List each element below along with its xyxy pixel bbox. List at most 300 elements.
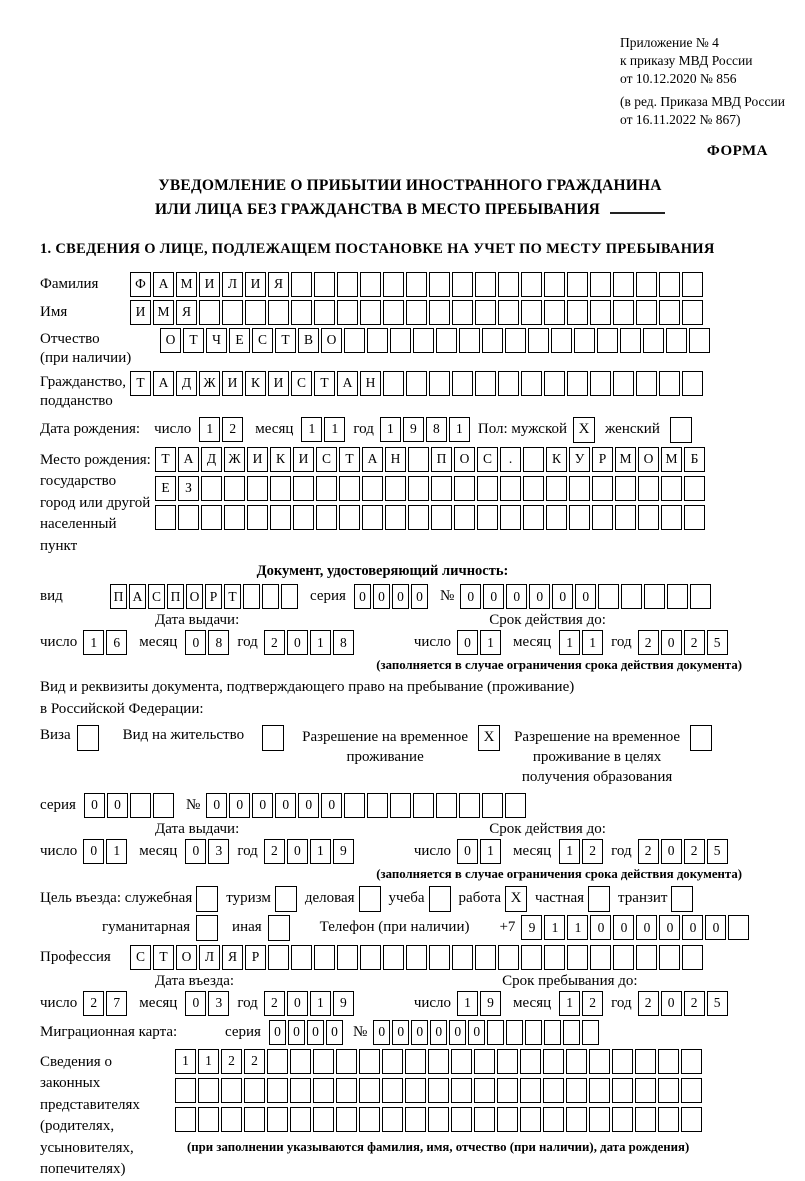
char-cell[interactable] <box>293 505 314 530</box>
char-cell[interactable] <box>408 447 429 472</box>
char-cell[interactable] <box>497 1107 518 1132</box>
char-cell[interactable] <box>544 1020 561 1045</box>
char-cell[interactable] <box>313 1107 334 1132</box>
char-cell[interactable]: Ф <box>130 272 151 297</box>
char-cell[interactable] <box>367 328 388 353</box>
char-cell[interactable]: 0 <box>229 793 250 818</box>
char-cell[interactable] <box>155 505 176 530</box>
char-cell[interactable]: 0 <box>373 584 390 609</box>
char-cell[interactable]: В <box>298 328 319 353</box>
char-cell[interactable]: 1 <box>480 630 501 655</box>
char-cell[interactable] <box>221 1078 242 1103</box>
char-cell[interactable] <box>544 272 565 297</box>
char-cell[interactable] <box>431 476 452 501</box>
residence-permit-checkbox[interactable] <box>262 725 284 751</box>
residence-issue-day-cells[interactable] <box>83 839 129 864</box>
char-cell[interactable]: С <box>291 371 312 396</box>
char-cell[interactable]: 0 <box>269 1020 286 1045</box>
char-cell[interactable]: И <box>130 300 151 325</box>
char-cell[interactable]: 1 <box>559 839 580 864</box>
char-cell[interactable]: 5 <box>707 991 728 1016</box>
char-cell[interactable] <box>314 945 335 970</box>
char-cell[interactable]: 1 <box>199 417 220 442</box>
char-cell[interactable] <box>268 945 289 970</box>
char-cell[interactable] <box>390 793 411 818</box>
char-cell[interactable] <box>452 945 473 970</box>
char-cell[interactable] <box>638 476 659 501</box>
char-cell[interactable] <box>523 505 544 530</box>
char-cell[interactable]: 8 <box>208 630 229 655</box>
char-cell[interactable] <box>247 476 268 501</box>
char-cell[interactable] <box>598 584 619 609</box>
char-cell[interactable] <box>592 476 613 501</box>
char-cell[interactable] <box>290 1049 311 1074</box>
char-cell[interactable]: Л <box>222 272 243 297</box>
char-cell[interactable]: М <box>176 272 197 297</box>
char-cell[interactable]: И <box>268 371 289 396</box>
char-cell[interactable]: 2 <box>222 417 243 442</box>
char-cell[interactable] <box>290 1107 311 1132</box>
valid-month-cells[interactable] <box>559 630 605 655</box>
issue-month-cells[interactable] <box>185 630 231 655</box>
char-cell[interactable] <box>636 272 657 297</box>
char-cell[interactable] <box>569 505 590 530</box>
char-cell[interactable]: 2 <box>264 630 285 655</box>
char-cell[interactable] <box>659 272 680 297</box>
char-cell[interactable]: 5 <box>707 630 728 655</box>
char-cell[interactable] <box>612 1078 633 1103</box>
char-cell[interactable] <box>661 505 682 530</box>
char-cell[interactable] <box>612 1107 633 1132</box>
purpose-official-checkbox[interactable] <box>196 886 218 912</box>
purpose-study-checkbox[interactable] <box>429 886 451 912</box>
char-cell[interactable] <box>406 300 427 325</box>
char-cell[interactable] <box>359 1107 380 1132</box>
char-cell[interactable] <box>244 1078 265 1103</box>
char-cell[interactable] <box>477 505 498 530</box>
char-cell[interactable]: 2 <box>638 839 659 864</box>
char-cell[interactable] <box>436 328 457 353</box>
char-cell[interactable] <box>221 1107 242 1132</box>
char-cell[interactable]: 2 <box>264 839 285 864</box>
residence-valid-month-cells[interactable] <box>559 839 605 864</box>
char-cell[interactable]: 1 <box>106 839 127 864</box>
char-cell[interactable]: 2 <box>244 1049 265 1074</box>
char-cell[interactable] <box>270 476 291 501</box>
char-cell[interactable] <box>474 1107 495 1132</box>
char-cell[interactable] <box>482 793 503 818</box>
char-cell[interactable] <box>621 584 642 609</box>
char-cell[interactable]: 1 <box>559 991 580 1016</box>
representatives-cells-3[interactable] <box>175 1107 704 1132</box>
char-cell[interactable] <box>408 476 429 501</box>
char-cell[interactable] <box>658 1049 679 1074</box>
char-cell[interactable] <box>689 328 710 353</box>
char-cell[interactable]: 0 <box>185 630 206 655</box>
char-cell[interactable] <box>408 505 429 530</box>
char-cell[interactable]: 0 <box>636 915 657 940</box>
char-cell[interactable]: 2 <box>582 839 603 864</box>
char-cell[interactable] <box>428 1107 449 1132</box>
char-cell[interactable] <box>681 1049 702 1074</box>
char-cell[interactable] <box>406 272 427 297</box>
char-cell[interactable]: П <box>110 584 127 609</box>
valid-year-cells[interactable] <box>638 630 730 655</box>
char-cell[interactable] <box>247 505 268 530</box>
char-cell[interactable]: К <box>546 447 567 472</box>
representatives-cells-1[interactable] <box>175 1049 704 1074</box>
char-cell[interactable] <box>291 300 312 325</box>
char-cell[interactable]: 5 <box>707 839 728 864</box>
char-cell[interactable] <box>337 300 358 325</box>
char-cell[interactable]: Е <box>229 328 250 353</box>
char-cell[interactable] <box>336 1107 357 1132</box>
char-cell[interactable] <box>498 272 519 297</box>
char-cell[interactable] <box>544 945 565 970</box>
char-cell[interactable] <box>498 945 519 970</box>
char-cell[interactable]: 1 <box>310 630 331 655</box>
char-cell[interactable]: 1 <box>449 417 470 442</box>
char-cell[interactable] <box>613 272 634 297</box>
char-cell[interactable] <box>290 1078 311 1103</box>
char-cell[interactable] <box>360 300 381 325</box>
birth-place-cells-1[interactable] <box>155 447 707 472</box>
char-cell[interactable] <box>521 371 542 396</box>
char-cell[interactable]: О <box>186 584 203 609</box>
char-cell[interactable] <box>382 1078 403 1103</box>
char-cell[interactable] <box>224 476 245 501</box>
purpose-tourism-checkbox[interactable] <box>275 886 297 912</box>
char-cell[interactable] <box>153 793 174 818</box>
char-cell[interactable] <box>413 328 434 353</box>
char-cell[interactable]: Ч <box>206 328 227 353</box>
char-cell[interactable] <box>681 1107 702 1132</box>
char-cell[interactable]: 2 <box>684 839 705 864</box>
char-cell[interactable]: 0 <box>659 915 680 940</box>
char-cell[interactable] <box>383 945 404 970</box>
char-cell[interactable]: Ж <box>224 447 245 472</box>
char-cell[interactable] <box>682 272 703 297</box>
char-cell[interactable]: 2 <box>684 991 705 1016</box>
char-cell[interactable] <box>682 371 703 396</box>
citizenship-cells[interactable] <box>130 371 705 396</box>
char-cell[interactable] <box>635 1049 656 1074</box>
char-cell[interactable]: А <box>129 584 146 609</box>
char-cell[interactable] <box>267 1049 288 1074</box>
char-cell[interactable]: У <box>569 447 590 472</box>
char-cell[interactable]: Т <box>224 584 241 609</box>
char-cell[interactable] <box>291 945 312 970</box>
char-cell[interactable] <box>454 476 475 501</box>
char-cell[interactable] <box>428 1049 449 1074</box>
stay-month-cells[interactable] <box>559 991 605 1016</box>
char-cell[interactable]: 0 <box>107 793 128 818</box>
char-cell[interactable]: А <box>178 447 199 472</box>
char-cell[interactable]: И <box>222 371 243 396</box>
char-cell[interactable]: А <box>362 447 383 472</box>
char-cell[interactable] <box>130 793 151 818</box>
char-cell[interactable]: 1 <box>301 417 322 442</box>
char-cell[interactable] <box>681 1078 702 1103</box>
char-cell[interactable]: 0 <box>411 1020 428 1045</box>
char-cell[interactable] <box>666 328 687 353</box>
char-cell[interactable]: 0 <box>373 1020 390 1045</box>
char-cell[interactable]: 0 <box>185 839 206 864</box>
char-cell[interactable] <box>268 300 289 325</box>
char-cell[interactable]: 0 <box>411 584 428 609</box>
char-cell[interactable]: 0 <box>590 915 611 940</box>
char-cell[interactable] <box>198 1107 219 1132</box>
char-cell[interactable] <box>497 1049 518 1074</box>
char-cell[interactable]: 8 <box>333 630 354 655</box>
char-cell[interactable] <box>199 300 220 325</box>
char-cell[interactable] <box>520 1049 541 1074</box>
char-cell[interactable] <box>521 945 542 970</box>
char-cell[interactable]: 0 <box>206 793 227 818</box>
female-checkbox[interactable] <box>670 417 692 443</box>
char-cell[interactable] <box>658 1107 679 1132</box>
char-cell[interactable] <box>313 1049 334 1074</box>
char-cell[interactable] <box>474 1049 495 1074</box>
patronymic-cells[interactable] <box>160 328 712 353</box>
char-cell[interactable] <box>636 945 657 970</box>
char-cell[interactable] <box>451 1107 472 1132</box>
char-cell[interactable] <box>362 476 383 501</box>
char-cell[interactable] <box>500 505 521 530</box>
char-cell[interactable]: Р <box>245 945 266 970</box>
char-cell[interactable] <box>291 272 312 297</box>
char-cell[interactable] <box>551 328 572 353</box>
doc-series-cells[interactable] <box>354 584 430 609</box>
issue-day-cells[interactable] <box>83 630 129 655</box>
residence-issue-year-cells[interactable] <box>264 839 356 864</box>
char-cell[interactable]: 2 <box>638 630 659 655</box>
char-cell[interactable] <box>359 1078 380 1103</box>
phone-cells[interactable] <box>521 915 751 940</box>
char-cell[interactable] <box>475 945 496 970</box>
char-cell[interactable]: Д <box>201 447 222 472</box>
birth-day-cells[interactable] <box>199 417 245 442</box>
char-cell[interactable]: 3 <box>208 991 229 1016</box>
purpose-other-checkbox[interactable] <box>268 915 290 941</box>
representatives-cells-2[interactable] <box>175 1078 704 1103</box>
char-cell[interactable] <box>590 272 611 297</box>
char-cell[interactable] <box>367 793 388 818</box>
char-cell[interactable]: 0 <box>460 584 481 609</box>
char-cell[interactable]: 1 <box>198 1049 219 1074</box>
char-cell[interactable]: Я <box>268 272 289 297</box>
char-cell[interactable] <box>543 1078 564 1103</box>
char-cell[interactable] <box>487 1020 504 1045</box>
char-cell[interactable]: Я <box>176 300 197 325</box>
entry-day-cells[interactable] <box>83 991 129 1016</box>
edu-permit-checkbox[interactable] <box>690 725 712 751</box>
char-cell[interactable]: 1 <box>310 839 331 864</box>
valid-day-cells[interactable] <box>457 630 503 655</box>
char-cell[interactable]: 3 <box>208 839 229 864</box>
char-cell[interactable] <box>658 1078 679 1103</box>
char-cell[interactable] <box>382 1049 403 1074</box>
char-cell[interactable]: И <box>247 447 268 472</box>
char-cell[interactable] <box>563 1020 580 1045</box>
char-cell[interactable] <box>544 300 565 325</box>
char-cell[interactable]: 9 <box>403 417 424 442</box>
char-cell[interactable] <box>359 1049 380 1074</box>
char-cell[interactable] <box>659 945 680 970</box>
char-cell[interactable] <box>590 371 611 396</box>
char-cell[interactable] <box>405 1107 426 1132</box>
char-cell[interactable] <box>175 1078 196 1103</box>
char-cell[interactable] <box>612 1049 633 1074</box>
entry-month-cells[interactable] <box>185 991 231 1016</box>
char-cell[interactable] <box>175 1107 196 1132</box>
char-cell[interactable] <box>429 945 450 970</box>
char-cell[interactable]: 1 <box>175 1049 196 1074</box>
char-cell[interactable]: 0 <box>288 1020 305 1045</box>
char-cell[interactable]: 1 <box>83 630 104 655</box>
char-cell[interactable] <box>224 505 245 530</box>
char-cell[interactable]: Т <box>183 328 204 353</box>
char-cell[interactable] <box>314 300 335 325</box>
char-cell[interactable] <box>316 476 337 501</box>
char-cell[interactable] <box>454 505 475 530</box>
char-cell[interactable] <box>636 300 657 325</box>
char-cell[interactable] <box>520 1107 541 1132</box>
char-cell[interactable] <box>244 1107 265 1132</box>
residence-series-cells[interactable] <box>84 793 176 818</box>
surname-cells[interactable] <box>130 272 705 297</box>
char-cell[interactable]: А <box>337 371 358 396</box>
char-cell[interactable]: А <box>153 272 174 297</box>
char-cell[interactable] <box>643 328 664 353</box>
char-cell[interactable]: 0 <box>252 793 273 818</box>
char-cell[interactable] <box>362 505 383 530</box>
char-cell[interactable] <box>267 1078 288 1103</box>
char-cell[interactable] <box>506 1020 523 1045</box>
char-cell[interactable] <box>497 1078 518 1103</box>
char-cell[interactable] <box>528 328 549 353</box>
char-cell[interactable] <box>635 1107 656 1132</box>
char-cell[interactable] <box>636 371 657 396</box>
char-cell[interactable] <box>475 371 496 396</box>
char-cell[interactable]: 1 <box>380 417 401 442</box>
char-cell[interactable] <box>566 1078 587 1103</box>
char-cell[interactable] <box>684 505 705 530</box>
char-cell[interactable] <box>682 300 703 325</box>
char-cell[interactable]: 0 <box>321 793 342 818</box>
char-cell[interactable] <box>615 476 636 501</box>
char-cell[interactable]: 0 <box>287 839 308 864</box>
char-cell[interactable] <box>684 476 705 501</box>
char-cell[interactable] <box>589 1107 610 1132</box>
char-cell[interactable] <box>337 945 358 970</box>
char-cell[interactable]: 0 <box>457 630 478 655</box>
char-cell[interactable] <box>498 371 519 396</box>
char-cell[interactable]: Т <box>275 328 296 353</box>
char-cell[interactable] <box>682 945 703 970</box>
stay-day-cells[interactable] <box>457 991 503 1016</box>
char-cell[interactable] <box>505 328 526 353</box>
char-cell[interactable] <box>567 300 588 325</box>
char-cell[interactable] <box>405 1078 426 1103</box>
char-cell[interactable]: 0 <box>430 1020 447 1045</box>
purpose-humanitarian-checkbox[interactable] <box>196 915 218 941</box>
char-cell[interactable] <box>590 300 611 325</box>
char-cell[interactable] <box>344 793 365 818</box>
char-cell[interactable] <box>452 300 473 325</box>
char-cell[interactable] <box>615 505 636 530</box>
char-cell[interactable] <box>567 371 588 396</box>
char-cell[interactable] <box>659 371 680 396</box>
char-cell[interactable] <box>405 1049 426 1074</box>
char-cell[interactable]: 0 <box>392 1020 409 1045</box>
char-cell[interactable] <box>590 945 611 970</box>
char-cell[interactable] <box>429 300 450 325</box>
char-cell[interactable] <box>270 505 291 530</box>
char-cell[interactable] <box>543 1107 564 1132</box>
char-cell[interactable]: 0 <box>506 584 527 609</box>
char-cell[interactable] <box>428 1078 449 1103</box>
char-cell[interactable]: 2 <box>83 991 104 1016</box>
char-cell[interactable]: Д <box>176 371 197 396</box>
char-cell[interactable]: Я <box>222 945 243 970</box>
char-cell[interactable] <box>413 793 434 818</box>
char-cell[interactable] <box>336 1049 357 1074</box>
residence-issue-month-cells[interactable] <box>185 839 231 864</box>
char-cell[interactable] <box>659 300 680 325</box>
char-cell[interactable]: 1 <box>567 915 588 940</box>
char-cell[interactable] <box>245 300 266 325</box>
birth-place-cells-3[interactable] <box>155 505 707 530</box>
char-cell[interactable]: 0 <box>457 839 478 864</box>
char-cell[interactable]: 2 <box>684 630 705 655</box>
char-cell[interactable]: 0 <box>483 584 504 609</box>
visa-checkbox[interactable] <box>77 725 99 751</box>
char-cell[interactable] <box>316 505 337 530</box>
stay-year-cells[interactable] <box>638 991 730 1016</box>
char-cell[interactable] <box>667 584 688 609</box>
char-cell[interactable]: 0 <box>83 839 104 864</box>
char-cell[interactable] <box>429 272 450 297</box>
char-cell[interactable]: Ж <box>199 371 220 396</box>
name-cells[interactable] <box>130 300 705 325</box>
char-cell[interactable]: 9 <box>333 991 354 1016</box>
char-cell[interactable]: 8 <box>426 417 447 442</box>
char-cell[interactable]: С <box>130 945 151 970</box>
doc-number-cells[interactable] <box>460 584 713 609</box>
migration-series-cells[interactable] <box>269 1020 345 1045</box>
char-cell[interactable]: 0 <box>613 915 634 940</box>
doc-kind-cells[interactable] <box>110 584 300 609</box>
char-cell[interactable] <box>523 476 544 501</box>
char-cell[interactable]: 0 <box>307 1020 324 1045</box>
char-cell[interactable]: С <box>477 447 498 472</box>
char-cell[interactable] <box>385 476 406 501</box>
char-cell[interactable]: 0 <box>84 793 105 818</box>
char-cell[interactable]: С <box>252 328 273 353</box>
char-cell[interactable] <box>360 272 381 297</box>
char-cell[interactable]: 7 <box>106 991 127 1016</box>
char-cell[interactable] <box>613 300 634 325</box>
char-cell[interactable]: П <box>167 584 184 609</box>
char-cell[interactable]: О <box>638 447 659 472</box>
temp-permit-checkbox[interactable]: X <box>478 725 500 751</box>
char-cell[interactable]: 0 <box>354 584 371 609</box>
profession-cells[interactable] <box>130 945 705 970</box>
char-cell[interactable] <box>336 1078 357 1103</box>
residence-valid-year-cells[interactable] <box>638 839 730 864</box>
char-cell[interactable]: Т <box>155 447 176 472</box>
